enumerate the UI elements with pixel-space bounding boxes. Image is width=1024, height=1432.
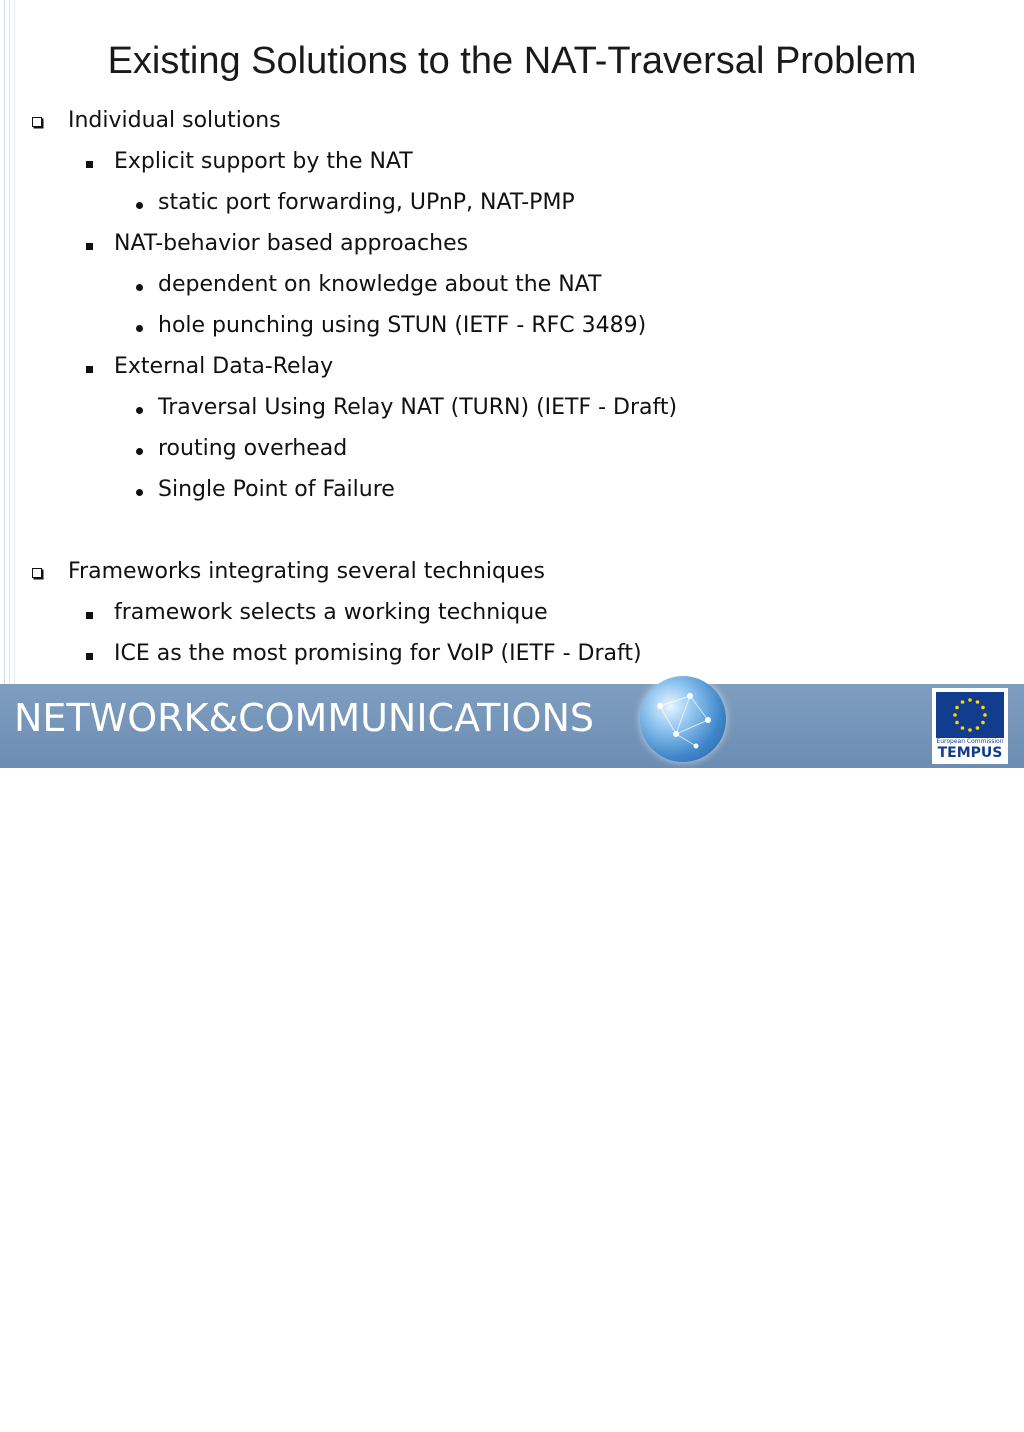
- tempus-label: TEMPUS: [937, 745, 1003, 761]
- eu-star-icon: [981, 721, 985, 725]
- eu-star-icon: [968, 698, 972, 702]
- bullet-item: Explicit support by the NAT: [28, 141, 988, 182]
- square-bullet-icon: [84, 231, 114, 256]
- bullet-item: Traversal Using Relay NAT (TURN) (IETF - Draft): [28, 387, 988, 428]
- bullet-item: ICE as the most promising for VoIP (IETF - Draft): [28, 633, 988, 674]
- bullet-item: dependent on knowledge about the NAT: [28, 264, 988, 305]
- slide-title: Existing Solutions to the NAT-Traversal Problem: [107, 40, 917, 82]
- dot-bullet-icon: [132, 190, 158, 215]
- footer-bar: [0, 684, 1024, 1430]
- eu-label: European Commission: [936, 738, 1004, 745]
- decorative-side-lines: [0, 0, 20, 684]
- bullet-item: Frameworks integrating several techniques: [28, 551, 988, 592]
- bullet-list: [28, 100, 988, 674]
- eu-star-icon: [976, 726, 980, 730]
- dot-bullet-icon: [132, 477, 158, 502]
- dot-bullet-icon: [132, 313, 158, 338]
- eu-flag-icon: [936, 692, 1004, 738]
- bullet-item: Single Point of Failure: [28, 469, 988, 510]
- eu-star-icon: [983, 713, 987, 717]
- bullet-item: NAT-behavior based approaches: [28, 223, 988, 264]
- footer-brand: NETWORK&COMMUNICATIONS: [14, 696, 595, 740]
- eu-star-icon: [955, 721, 959, 725]
- dot-bullet-icon: [132, 395, 158, 420]
- checkbox-bullet-icon: [28, 108, 68, 133]
- eu-star-icon: [981, 706, 985, 710]
- eu-star-icon: [961, 700, 965, 704]
- bullet-item: External Data-Relay: [28, 346, 988, 387]
- footer-tagline: Modernising higher education: [744, 1389, 930, 1430]
- eu-star-icon: [968, 728, 972, 732]
- square-bullet-icon: [84, 600, 114, 625]
- tempus-logo: [932, 688, 1008, 764]
- square-bullet-icon: [84, 354, 114, 379]
- checkbox-bullet-icon: [28, 559, 68, 584]
- square-bullet-icon: [84, 149, 114, 174]
- eu-star-icon: [976, 700, 980, 704]
- eu-star-icon: [955, 706, 959, 710]
- bullet-item: framework selects a working technique: [28, 592, 988, 633]
- eu-star-icon: [953, 713, 957, 717]
- square-bullet-icon: [84, 641, 114, 666]
- bullet-item: Individual solutions: [28, 100, 988, 141]
- dot-bullet-icon: [132, 436, 158, 461]
- bullet-item: hole punching using STUN (IETF - RFC 3489): [28, 305, 988, 346]
- bullet-item: static port forwarding, UPnP, NAT-PMP: [28, 182, 988, 223]
- dot-bullet-icon: [132, 272, 158, 297]
- eu-star-icon: [961, 726, 965, 730]
- spacer: [28, 510, 988, 551]
- globe-network-icon: [640, 676, 726, 762]
- bullet-item: routing overhead: [28, 428, 988, 469]
